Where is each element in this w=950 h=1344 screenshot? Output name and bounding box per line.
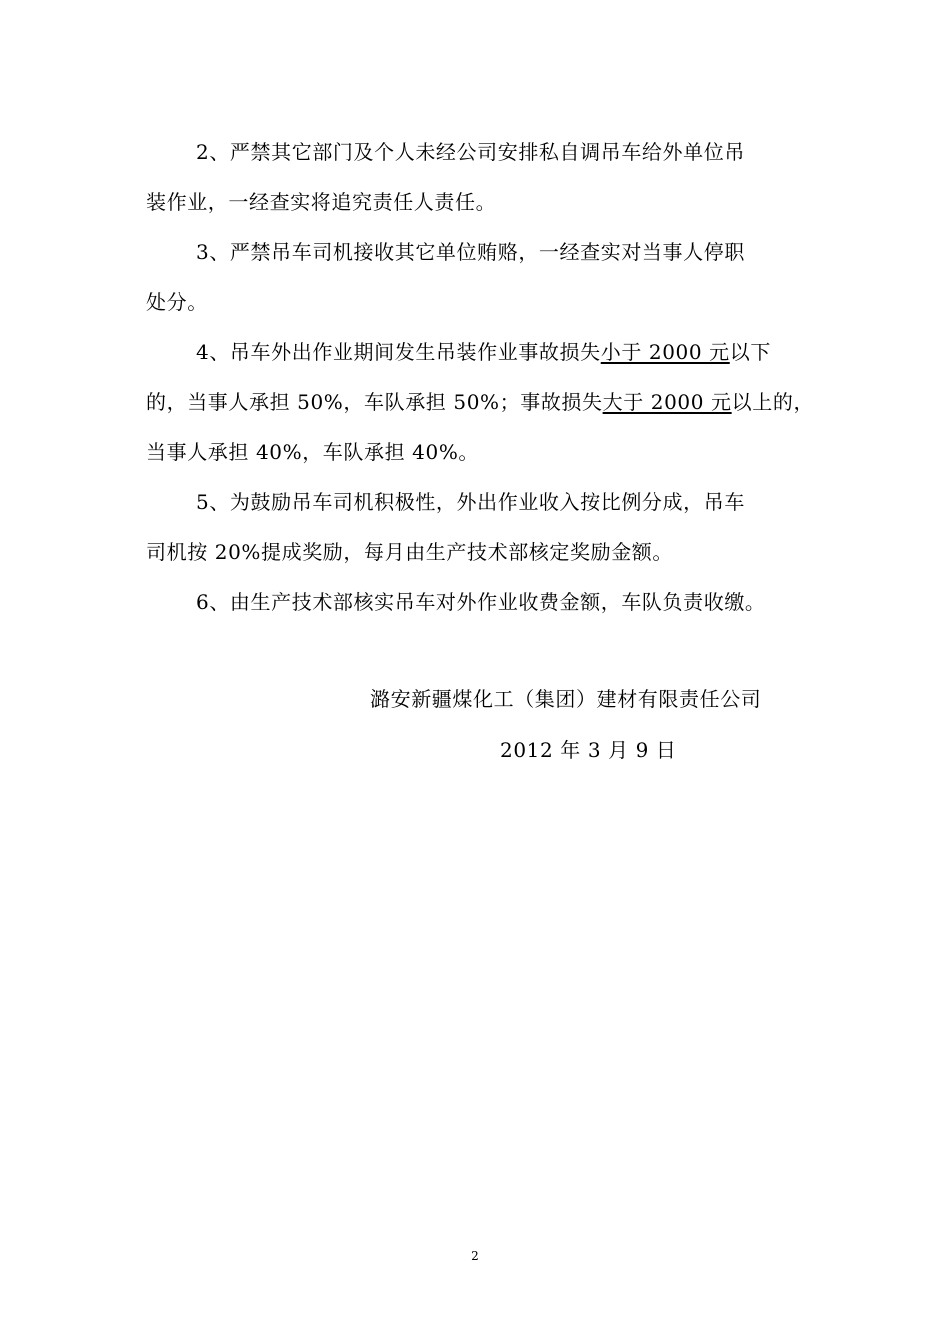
item-2-line-1: 2、严禁其它部门及个人未经公司安排私自调吊车给外单位吊	[196, 140, 745, 164]
item-4-line-2-suffix: 以上的，	[731, 390, 815, 414]
item-3-line-2: 处分。	[146, 290, 208, 314]
item-4-line-2-prefix: 的，当事人承担 50%，车队承担 50%；事故损失	[146, 390, 603, 414]
item-4-underlined-threshold-greater: 大于 2000 元	[602, 390, 732, 414]
item-4-line-1-prefix: 4、吊车外出作业期间发生吊装作业事故损失	[196, 340, 601, 364]
item-4-line-2	[146, 389, 814, 415]
item-3-line-1: 3、严禁吊车司机接收其它单位贿赂，一经查实对当事人停职	[196, 240, 745, 264]
item-4-line-1	[196, 339, 771, 365]
page-number: 2	[471, 1249, 479, 1263]
item-5-line-1: 5、为鼓励吊车司机积极性，外出作业收入按比例分成，吊车	[196, 490, 745, 514]
item-2-line-2: 装作业，一经查实将追究责任人责任。	[146, 190, 497, 214]
item-5-line-2: 司机按 20%提成奖励，每月由生产技术部核定奖励金额。	[146, 540, 674, 564]
item-4-underlined-threshold-less: 小于 2000 元	[600, 340, 730, 364]
signature-date: 2012 年 3 月 9 日	[500, 738, 677, 762]
signature-company: 潞安新疆煤化工（集团）建材有限责任公司	[370, 687, 762, 711]
item-4-line-1-suffix: 以下	[729, 340, 771, 364]
item-4-line-3: 当事人承担 40%，车队承担 40%。	[146, 440, 480, 464]
item-6-line-1: 6、由生产技术部核实吊车对外作业收费金额，车队负责收缴。	[196, 590, 766, 614]
